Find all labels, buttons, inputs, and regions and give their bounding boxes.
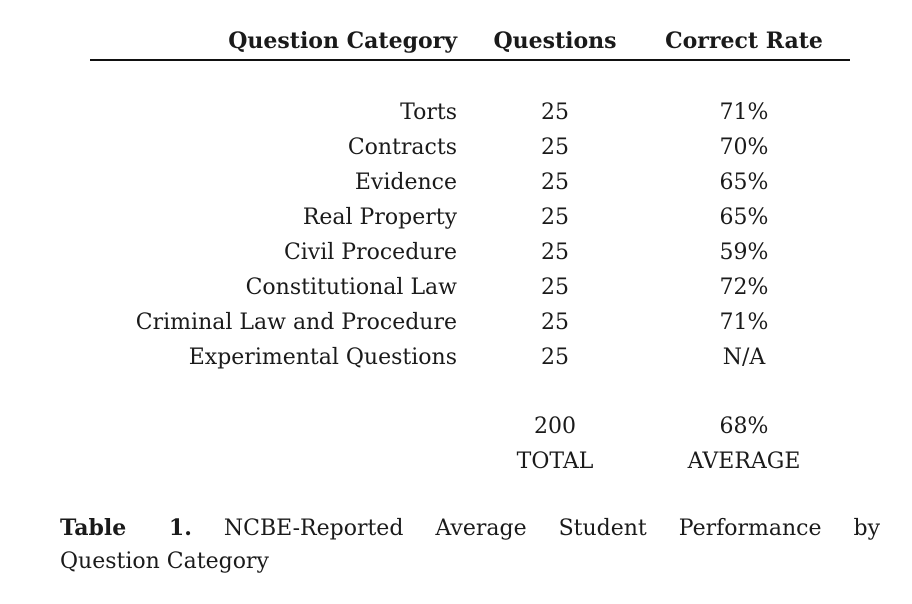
row-rate: 59% [719, 240, 769, 265]
table-caption [60, 512, 880, 578]
row-questions: 25 [541, 240, 569, 265]
row-category: Torts [400, 100, 457, 125]
row-category: Constitutional Law [245, 275, 457, 300]
total-label: TOTAL [516, 449, 594, 474]
row-questions: 25 [541, 345, 569, 370]
total-questions: 200 [534, 414, 576, 439]
row-questions: 25 [541, 135, 569, 160]
caption-line-1 [60, 512, 880, 545]
row-rate: 70% [719, 135, 769, 160]
caption-text-1: NCBE-Reported Average Student Performance by [223, 516, 881, 541]
header-rule [90, 59, 850, 61]
row-questions: 25 [541, 100, 569, 125]
caption-label: Table 1. [60, 515, 192, 541]
row-category: Experimental Questions [188, 345, 457, 370]
row-category: Real Property [302, 205, 457, 230]
row-rate: 65% [719, 205, 769, 230]
row-rate: 71% [719, 100, 769, 125]
row-questions: 25 [541, 275, 569, 300]
header-questions: Questions [493, 28, 617, 54]
row-rate: 65% [719, 170, 769, 195]
row-questions: 25 [541, 310, 569, 335]
caption-text-2: Question Category [60, 549, 269, 574]
row-rate: 72% [719, 275, 769, 300]
row-rate: 71% [719, 310, 769, 335]
header-correct-rate: Correct Rate [665, 28, 823, 54]
row-rate: N/A [722, 345, 766, 370]
row-questions: 25 [541, 205, 569, 230]
row-category: Civil Procedure [283, 240, 457, 265]
row-category: Criminal Law and Procedure [135, 310, 457, 335]
row-category: Evidence [354, 170, 457, 195]
header-question-category: Question Category [228, 28, 457, 54]
row-category: Contracts [347, 135, 457, 160]
average-label: AVERAGE [687, 449, 801, 474]
average-rate: 68% [719, 414, 769, 439]
row-questions: 25 [541, 170, 569, 195]
